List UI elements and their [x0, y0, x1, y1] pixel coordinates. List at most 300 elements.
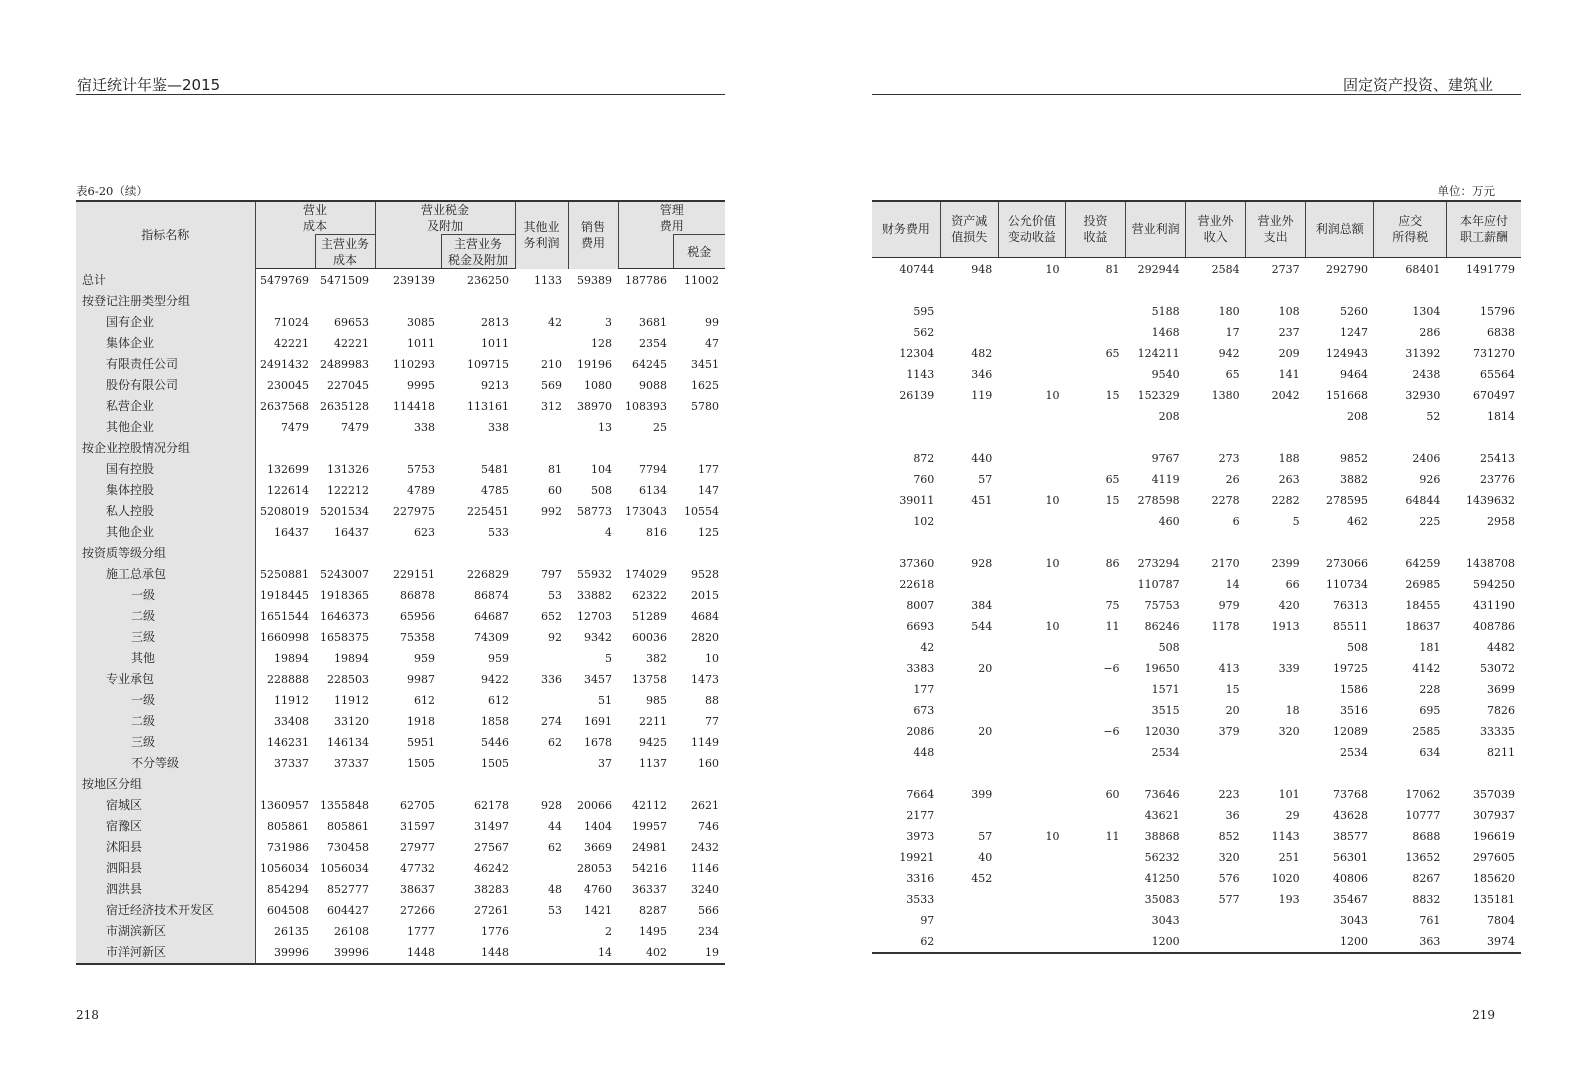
table-cell: 19725: [1332, 661, 1368, 675]
row-label: 按资质等级分组: [76, 543, 255, 564]
table-cell: 569: [541, 379, 563, 392]
table-row: [872, 427, 1521, 448]
table-cell: 65956: [400, 610, 436, 623]
table-cell: [1066, 427, 1126, 448]
table-cell: 10: [1045, 829, 1060, 843]
row-label: 三级: [76, 627, 255, 648]
table-cell: 27261: [474, 904, 510, 917]
table-cell: 533: [488, 526, 510, 539]
table-cell: [441, 291, 515, 312]
table-row: [872, 889, 1521, 910]
table-cell: [515, 291, 568, 312]
table-cell: 62: [548, 841, 563, 854]
table-cell: 38970: [577, 400, 613, 413]
table-cell: 1438708: [1466, 556, 1515, 570]
table-cell: 18: [1285, 703, 1300, 717]
row-label: 按登记注册类型分组: [76, 291, 255, 312]
table-cell: 2086: [906, 724, 935, 738]
table-cell: 2534: [1339, 745, 1368, 759]
table-cell: [1066, 637, 1126, 658]
table-cell: 612: [488, 694, 510, 707]
table-cell: [998, 301, 1065, 322]
col-header-right-4: 投资 收益: [1066, 201, 1126, 257]
table-cell: [515, 543, 568, 564]
col-header-right-9: 应交 所得税: [1374, 201, 1446, 257]
table-cell: 4142: [1412, 661, 1441, 675]
table-cell: 9464: [1339, 367, 1368, 381]
table-cell: 209: [1278, 346, 1300, 360]
table-cell: 239139: [393, 274, 436, 287]
table-cell: 2585: [1412, 724, 1441, 738]
col-header-right-3: 公允价值 变动收益: [998, 201, 1065, 257]
table-cell: 336: [541, 673, 563, 686]
table-cell: 225451: [467, 505, 510, 518]
table-cell: [998, 343, 1065, 364]
table-cell: [998, 280, 1065, 301]
table-cell: 25413: [1480, 451, 1515, 465]
table-cell: 297605: [1473, 850, 1515, 864]
table-cell: 208: [1346, 409, 1368, 423]
table-cell: 60: [1105, 787, 1120, 801]
table-row: [76, 921, 725, 942]
table-cell: 19921: [899, 850, 935, 864]
table-cell: 8007: [906, 598, 935, 612]
table-cell: [515, 417, 568, 438]
table-cell: 274: [541, 715, 563, 728]
table-cell: 64245: [632, 358, 668, 371]
table-cell: [998, 322, 1065, 343]
table-cell: 19650: [1144, 661, 1180, 675]
table-cell: 731270: [1473, 346, 1515, 360]
table-row: [872, 616, 1521, 637]
table-cell: 20: [978, 661, 993, 675]
table-cell: 1421: [584, 904, 613, 917]
table-cell: [872, 763, 940, 784]
row-label: 总计: [76, 269, 255, 292]
table-cell: 114418: [393, 400, 436, 413]
table-cell: 51: [598, 694, 613, 707]
table-cell: 338: [488, 421, 510, 434]
table-cell: 38283: [474, 883, 510, 896]
table-cell: 18637: [1405, 619, 1441, 633]
table-cell: [1246, 280, 1306, 301]
table-cell: [1374, 532, 1446, 553]
table-cell: 47: [705, 337, 720, 350]
table-row: [76, 711, 725, 732]
table-cell: 62322: [632, 589, 668, 602]
table-cell: [940, 280, 998, 301]
table-cell: [673, 438, 725, 459]
table-cell: 1355848: [320, 799, 370, 812]
table-cell: [315, 774, 375, 795]
row-label: 集体企业: [76, 333, 255, 354]
table-cell: 173043: [625, 505, 668, 518]
col-header-other-profit: 其他业 务利润: [515, 201, 568, 269]
table-cell: 5481: [481, 463, 510, 476]
table-cell: 13758: [632, 673, 668, 686]
table-cell: 1448: [441, 942, 515, 964]
table-cell: 53: [548, 904, 563, 917]
table-cell: 1625: [691, 379, 720, 392]
table-cell: 1178: [1211, 619, 1240, 633]
table-cell: 19894: [274, 652, 309, 665]
table-cell: 13652: [1405, 850, 1441, 864]
table-row: [76, 396, 725, 417]
table-cell: 229151: [393, 568, 436, 581]
row-label: 私营企业: [76, 396, 255, 417]
table-cell: 3973: [906, 829, 935, 843]
table-cell: 2584: [1211, 262, 1240, 276]
table-row: [872, 721, 1521, 742]
table-cell: 86874: [474, 589, 510, 602]
table-cell: 8211: [1487, 745, 1515, 759]
table-cell: 110734: [1325, 577, 1368, 591]
table-row: [872, 257, 1521, 280]
table-cell: 273066: [1325, 556, 1368, 570]
row-label: 施工总承包: [76, 564, 255, 585]
table-cell: 760: [913, 472, 935, 486]
table-cell: 1858: [481, 715, 510, 728]
table-cell: 110293: [393, 358, 436, 371]
table-cell: 12089: [1332, 724, 1368, 738]
table-cell: 1404: [584, 820, 613, 833]
table-cell: 623: [414, 526, 436, 539]
table-cell: 263: [1278, 472, 1300, 486]
table-cell: 1011: [481, 337, 510, 350]
table-cell: 53072: [1480, 661, 1515, 675]
table-cell: 14: [1225, 577, 1240, 591]
table-cell: 448: [913, 745, 935, 759]
table-cell: [1246, 742, 1306, 763]
table-cell: 482: [971, 346, 993, 360]
table-cell: 36337: [632, 883, 668, 896]
table-cell: 3974: [1446, 931, 1521, 953]
table-cell: 4785: [481, 484, 510, 497]
table-cell: 5260: [1339, 304, 1368, 318]
table-cell: 19957: [632, 820, 668, 833]
table-cell: 108: [1278, 304, 1300, 318]
table-cell: [515, 774, 568, 795]
table-cell: 99: [705, 316, 720, 329]
table-cell: 278598: [1137, 493, 1180, 507]
table-cell: 576: [1218, 871, 1240, 885]
table-cell: 77: [705, 715, 720, 728]
table-row: [872, 322, 1521, 343]
table-row: [76, 564, 725, 585]
unit-label: 单位：万元: [1437, 184, 1495, 198]
table-row: [76, 522, 725, 543]
table-cell: 2282: [1271, 493, 1300, 507]
table-cell: 29: [1285, 808, 1300, 822]
col-header-operating-tax: 营业税金 及附加: [375, 201, 515, 235]
row-label: 一级: [76, 585, 255, 606]
table-cell: 75358: [400, 631, 436, 644]
table-row: [76, 900, 725, 921]
table-cell: 26: [1225, 472, 1240, 486]
table-cell: 1814: [1487, 409, 1515, 423]
table-cell: 408786: [1473, 619, 1515, 633]
table-cell: 604427: [327, 904, 370, 917]
table-cell: 152329: [1137, 388, 1180, 402]
table-cell: 62705: [400, 799, 436, 812]
table-cell: [1246, 931, 1306, 953]
table-cell: 193: [1278, 892, 1300, 906]
table-cell: 2635128: [320, 400, 370, 413]
row-label: 专业承包: [76, 669, 255, 690]
table-cell: 8287: [639, 904, 668, 917]
table-cell: 40806: [1332, 871, 1368, 885]
table-cell: 1146: [691, 862, 720, 875]
table-cell: [1246, 406, 1306, 427]
table-cell: 5: [605, 652, 613, 665]
table-cell: 65: [1105, 346, 1120, 360]
col-header-operating-cost-blank: [255, 235, 315, 269]
table-cell: 5479769: [260, 274, 309, 287]
table-cell: 122614: [267, 484, 309, 497]
table-cell: 81: [1105, 262, 1120, 276]
table-cell: 18455: [1405, 598, 1441, 612]
table-cell: 4: [605, 526, 613, 539]
table-cell: 56232: [1144, 850, 1180, 864]
table-cell: [872, 406, 940, 427]
table-cell: 33120: [334, 715, 370, 728]
table-cell: 40744: [899, 262, 935, 276]
table-cell: 5208019: [260, 505, 309, 518]
table-cell: [998, 868, 1065, 889]
col-header-right-1: 财务费用: [872, 201, 940, 257]
table-row: [76, 438, 725, 459]
table-cell: [673, 291, 725, 312]
table-row: [872, 406, 1521, 427]
table-cell: 210: [541, 358, 563, 371]
table-cell: 292944: [1137, 262, 1180, 276]
table-cell: 1011: [407, 337, 436, 350]
table-cell: [1066, 742, 1126, 763]
table-cell: [872, 427, 940, 448]
table-row: [872, 280, 1521, 301]
table-cell: 413: [1218, 661, 1240, 675]
table-cell: 19894: [334, 652, 370, 665]
table-cell: 312: [541, 400, 563, 413]
table-cell: 1913: [1271, 619, 1300, 633]
table-cell: [998, 721, 1065, 742]
table-cell: 2211: [639, 715, 668, 728]
row-label: 宿豫区: [76, 816, 255, 837]
table-cell: 15: [1225, 682, 1240, 696]
table-cell: 338: [414, 421, 436, 434]
table-cell: 1491779: [1466, 262, 1515, 276]
table-cell: [998, 364, 1065, 385]
table-cell: [1186, 532, 1246, 553]
table-cell: 110787: [1137, 577, 1180, 591]
table-row: [76, 606, 725, 627]
table-cell: 2015: [691, 589, 720, 602]
left-header-rule: [76, 94, 725, 95]
table-cell: 3533: [906, 892, 935, 906]
row-label: 泗阳县: [76, 858, 255, 879]
table-cell: 31497: [474, 820, 510, 833]
table-cell: 24981: [632, 841, 668, 854]
col-header-name: 指标名称: [76, 201, 255, 269]
table-cell: 382: [646, 652, 668, 665]
col-header-right-6: 营业外 收入: [1186, 201, 1246, 257]
table-cell: 508: [1158, 640, 1180, 654]
table-cell: 39996: [315, 942, 375, 964]
table-row: [872, 847, 1521, 868]
table-cell: [998, 658, 1065, 679]
table-cell: 36: [1225, 808, 1240, 822]
table-cell: 188: [1278, 451, 1300, 465]
table-cell: [1446, 427, 1521, 448]
table-cell: [618, 438, 673, 459]
table-cell: [940, 805, 998, 826]
table-cell: 384: [971, 598, 993, 612]
table-cell: 62: [872, 931, 940, 953]
table-cell: 1777: [407, 925, 436, 938]
table-cell: [568, 774, 618, 795]
table-cell: 124943: [1325, 346, 1368, 360]
table-cell: 4684: [691, 610, 720, 623]
table-cell: 9767: [1151, 451, 1180, 465]
row-label: 按地区分组: [76, 774, 255, 795]
table-row: [76, 774, 725, 795]
table-cell: 228888: [267, 673, 309, 686]
table-cell: 5951: [407, 736, 436, 749]
table-cell: [255, 438, 315, 459]
table-row: [872, 469, 1521, 490]
table-row: [76, 543, 725, 564]
table-cell: [255, 774, 315, 795]
table-cell: 292790: [1325, 262, 1368, 276]
table-cell: 41250: [1144, 871, 1180, 885]
table-cell: [1066, 406, 1126, 427]
table-row: [872, 826, 1521, 847]
table-cell: 135181: [1473, 892, 1515, 906]
table-cell: [1246, 637, 1306, 658]
table-cell: [998, 805, 1065, 826]
table-cell: 26135: [274, 925, 309, 938]
table-cell: 544: [971, 619, 993, 633]
table-cell: [1306, 280, 1374, 301]
table-cell: [618, 543, 673, 564]
table-cell: [998, 784, 1065, 805]
table-cell: 3515: [1151, 703, 1180, 717]
table-cell: [1186, 742, 1246, 763]
table-cell: [940, 532, 998, 553]
table-row: [76, 753, 725, 774]
table-cell: 40: [978, 850, 993, 864]
row-label: 沭阳县: [76, 837, 255, 858]
table-cell: 928: [971, 556, 993, 570]
table-cell: 2958: [1487, 514, 1515, 528]
table-cell: [998, 847, 1065, 868]
table-cell: 992: [541, 505, 563, 518]
table-cell: 431190: [1473, 598, 1515, 612]
table-row: [76, 291, 725, 312]
table-cell: 147: [698, 484, 720, 497]
table-cell: 42221: [274, 337, 309, 350]
table-cell: 75: [1105, 598, 1120, 612]
table-cell: 6693: [906, 619, 935, 633]
table-cell: 9213: [481, 379, 510, 392]
table-cell: 320: [1278, 724, 1300, 738]
table-cell: 20066: [577, 799, 613, 812]
table-cell: 1143: [906, 367, 935, 381]
table-row: [872, 910, 1521, 931]
table-cell: 9987: [407, 673, 436, 686]
table-cell: [940, 301, 998, 322]
table-row: [872, 490, 1521, 511]
table-cell: 3316: [906, 871, 935, 885]
table-cell: 6134: [639, 484, 668, 497]
table-cell: 27567: [474, 841, 510, 854]
table-cell: 10777: [1405, 808, 1441, 822]
table-cell: [375, 291, 441, 312]
table-cell: [1066, 532, 1126, 553]
table-cell: 11912: [334, 694, 370, 707]
table-cell: 33408: [274, 715, 309, 728]
col-header-operating-cost: 营业 成本: [255, 201, 375, 235]
table-cell: [375, 774, 441, 795]
row-label: 按企业控股情况分组: [76, 438, 255, 459]
table-cell: [1066, 301, 1126, 322]
table-cell: [998, 679, 1065, 700]
table-cell: [940, 700, 998, 721]
table-cell: [1066, 910, 1126, 931]
table-cell: 42: [548, 316, 563, 329]
table-cell: 1247: [1339, 325, 1368, 339]
table-cell: [515, 921, 568, 942]
table-cell: [940, 574, 998, 595]
table-cell: 402: [618, 942, 673, 964]
table-cell: [998, 637, 1065, 658]
table-cell: 26139: [899, 388, 935, 402]
table-cell: 594250: [1473, 577, 1515, 591]
table-cell: 22618: [899, 577, 935, 591]
table-cell: 926: [1419, 472, 1441, 486]
table-row: [872, 679, 1521, 700]
table-cell: 13: [598, 421, 613, 434]
table-cell: 4119: [1151, 472, 1180, 486]
table-cell: 746: [698, 820, 720, 833]
row-label: 三级: [76, 732, 255, 753]
table-cell: [315, 438, 375, 459]
table-cell: [568, 543, 618, 564]
table-cell: [1066, 364, 1126, 385]
table-cell: 346: [971, 367, 993, 381]
table-cell: 1137: [639, 757, 668, 770]
row-label: 一级: [76, 690, 255, 711]
table-cell: 39011: [899, 493, 935, 507]
table-cell: 101: [1278, 787, 1300, 801]
table-cell: 1439632: [1466, 493, 1515, 507]
table-cell: 42112: [632, 799, 668, 812]
table-cell: [998, 595, 1065, 616]
table-cell: 62: [548, 736, 563, 749]
table-cell: 1380: [1211, 388, 1240, 402]
table-cell: 357039: [1473, 787, 1515, 801]
table-cell: 1658375: [320, 631, 370, 644]
table-cell: 12304: [899, 346, 935, 360]
col-header-right-2: 资产减 值损失: [940, 201, 998, 257]
table-cell: 440: [971, 451, 993, 465]
row-label: 市洋河新区: [76, 942, 255, 964]
table-cell: 119: [971, 388, 993, 402]
table-cell: 125: [698, 526, 720, 539]
table-row: [872, 763, 1521, 784]
table-cell: [255, 291, 315, 312]
table-cell: 9528: [691, 568, 720, 581]
